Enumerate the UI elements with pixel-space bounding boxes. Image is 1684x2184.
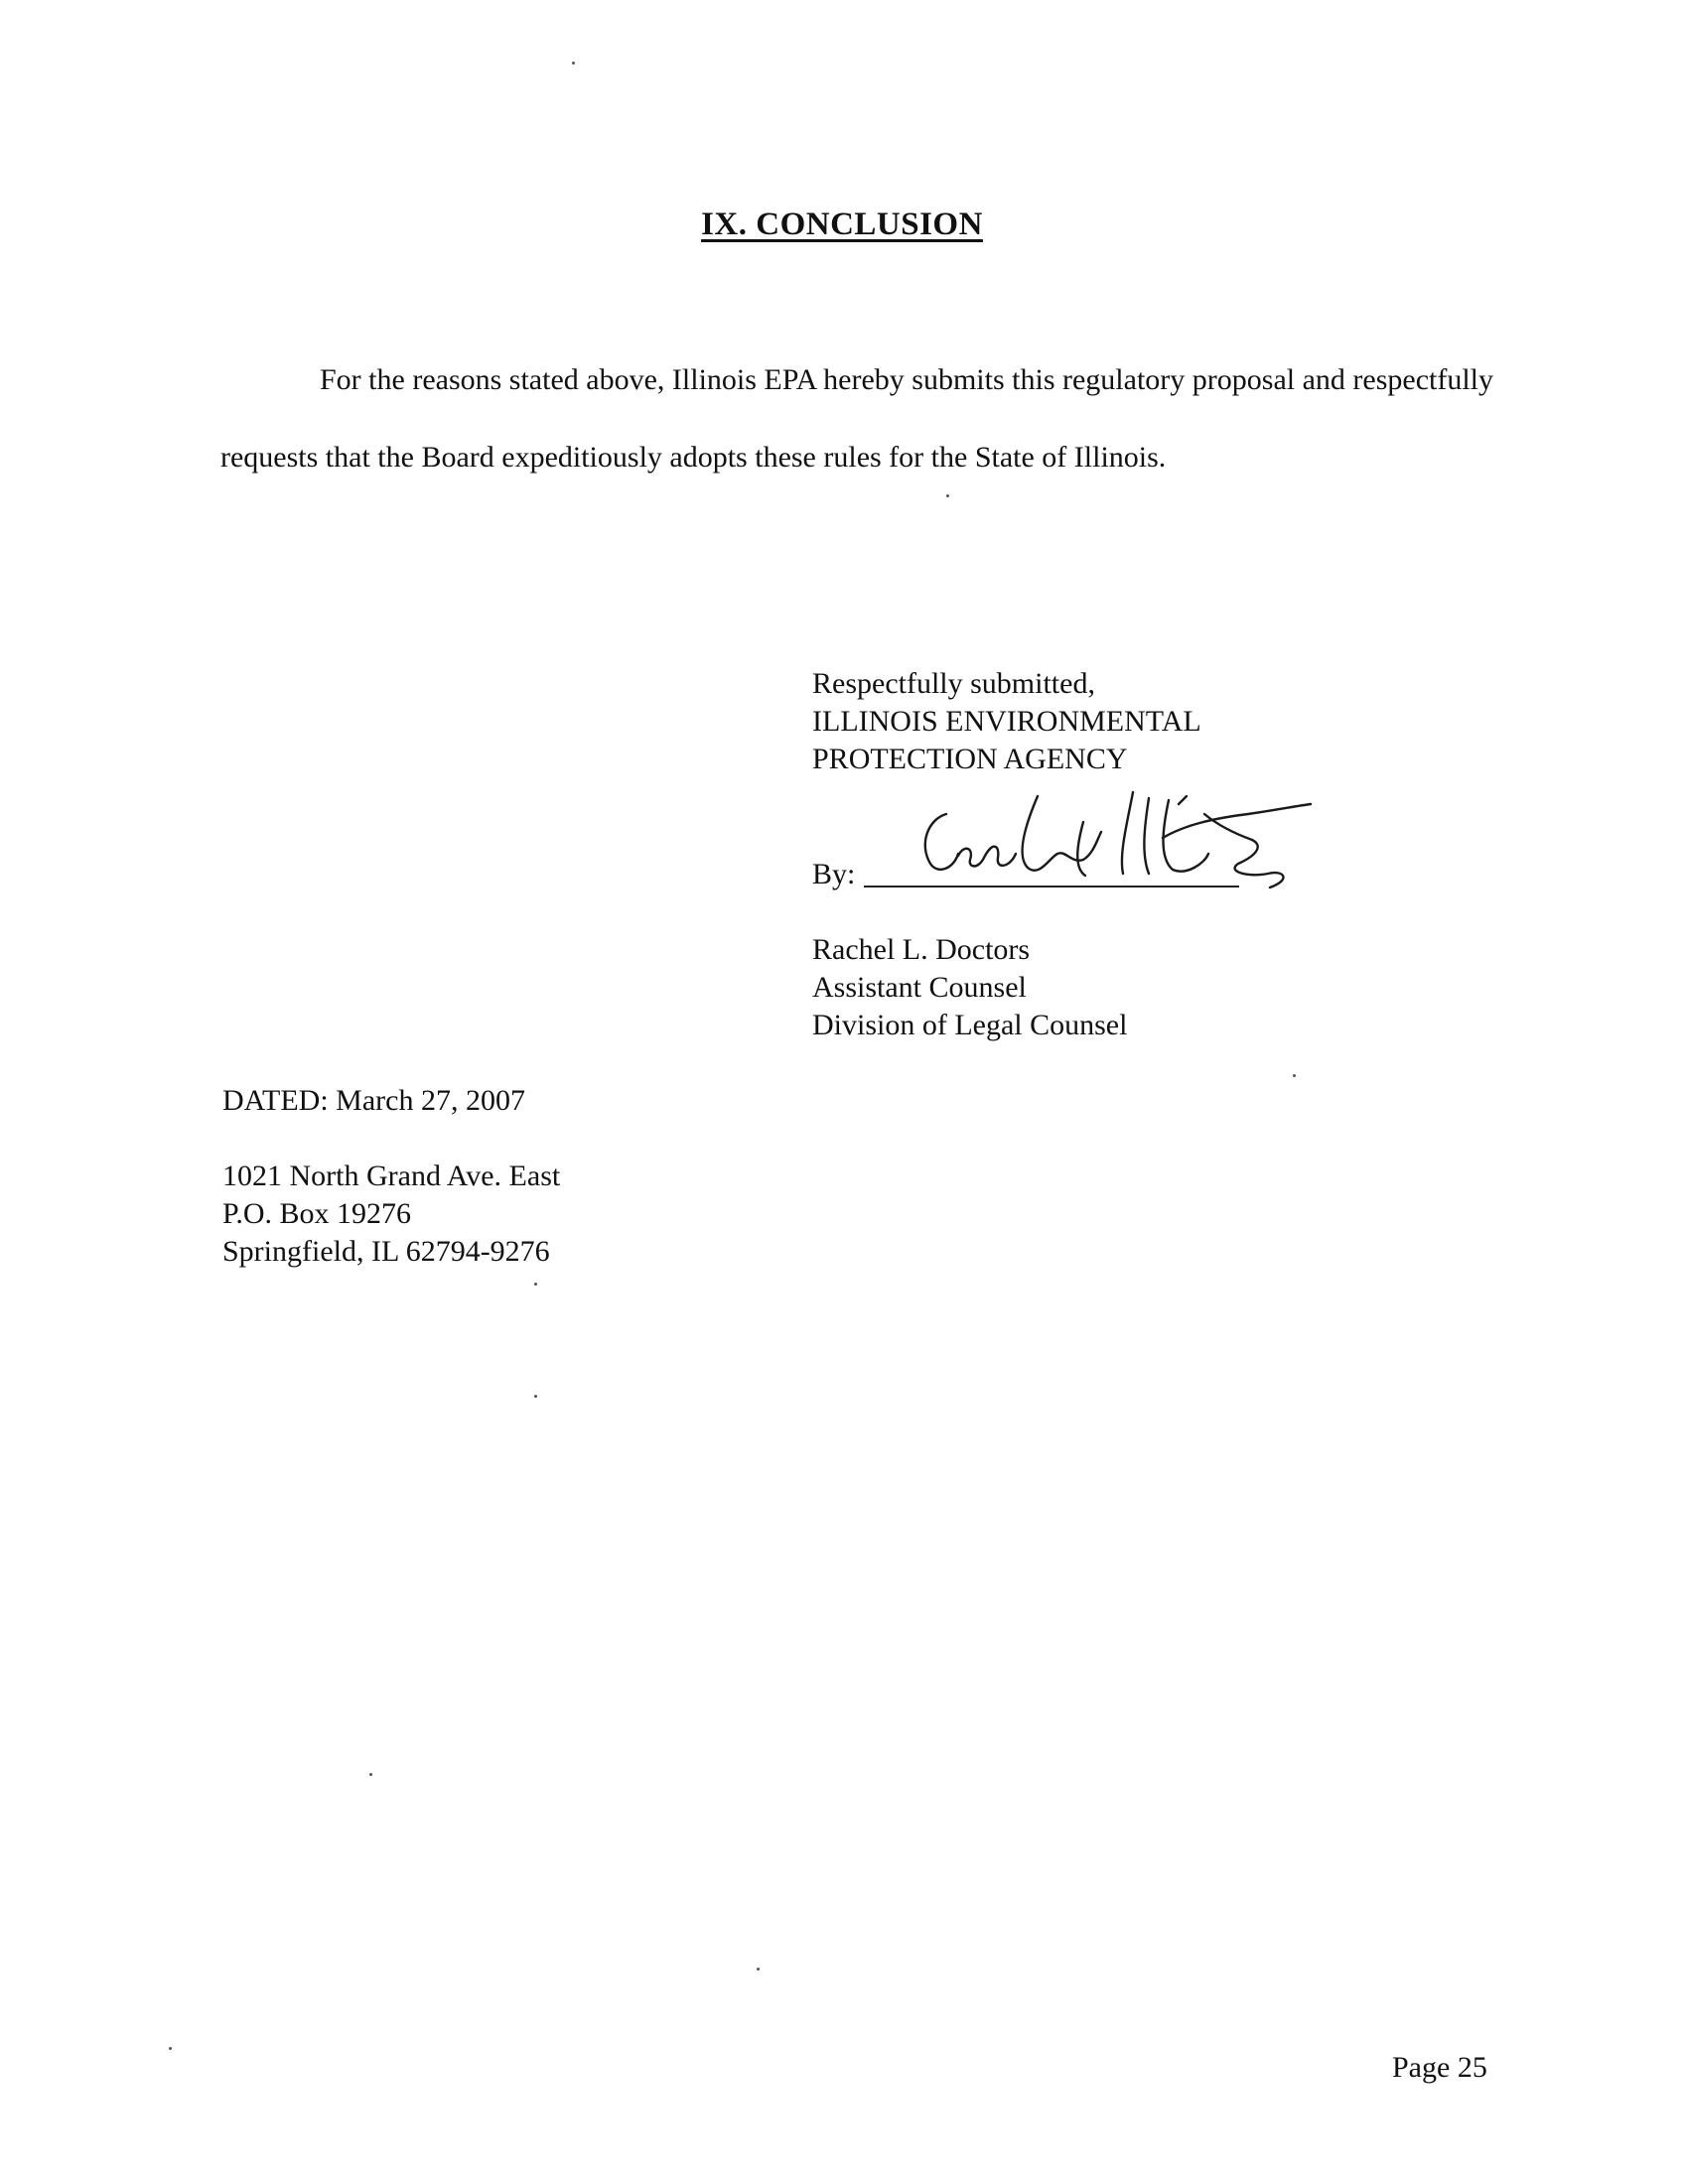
mailing-address	[222, 1158, 560, 1271]
signature-block	[812, 665, 1201, 778]
conclusion-paragraph: For the reasons stated above, Illinois EPA hereby submits this regulatory proposal and respectfully requests that the Board expeditiously adopts these rules for the State of Illinois.	[220, 363, 1494, 474]
address-line1: 1021 North Grand Ave. East	[222, 1160, 561, 1192]
address-line3: Springfield, IL 62794-9276	[222, 1235, 550, 1268]
agency-name-line2: PROTECTION AGENCY	[812, 743, 1128, 775]
scan-speck	[572, 62, 575, 65]
scan-speck	[534, 1395, 537, 1398]
address-line2: P.O. Box 19276	[222, 1197, 412, 1230]
scan-speck	[1293, 1074, 1296, 1077]
scan-speck	[169, 2047, 172, 2050]
signer-name: Rachel L. Doctors	[812, 933, 1031, 966]
scan-speck	[369, 1773, 372, 1776]
dated-line: DATED: March 27, 2007	[222, 1084, 525, 1117]
signer-block	[812, 931, 1127, 1044]
handwritten-signature	[889, 784, 1335, 903]
scan-speck	[534, 1283, 537, 1286]
closing-text: Respectfully submitted,	[812, 667, 1095, 700]
section-heading-text: IX. CONCLUSION	[701, 206, 983, 242]
scan-speck	[757, 1968, 760, 1971]
signer-title: Assistant Counsel	[812, 971, 1027, 1004]
agency-name-line1: ILLINOIS ENVIRONMENTAL	[812, 705, 1201, 738]
by-label: By:	[812, 858, 856, 890]
scan-speck	[946, 494, 949, 497]
section-heading	[0, 206, 1684, 243]
signer-division: Division of Legal Counsel	[812, 1009, 1128, 1041]
page-number: Page 25	[1392, 2051, 1487, 2084]
